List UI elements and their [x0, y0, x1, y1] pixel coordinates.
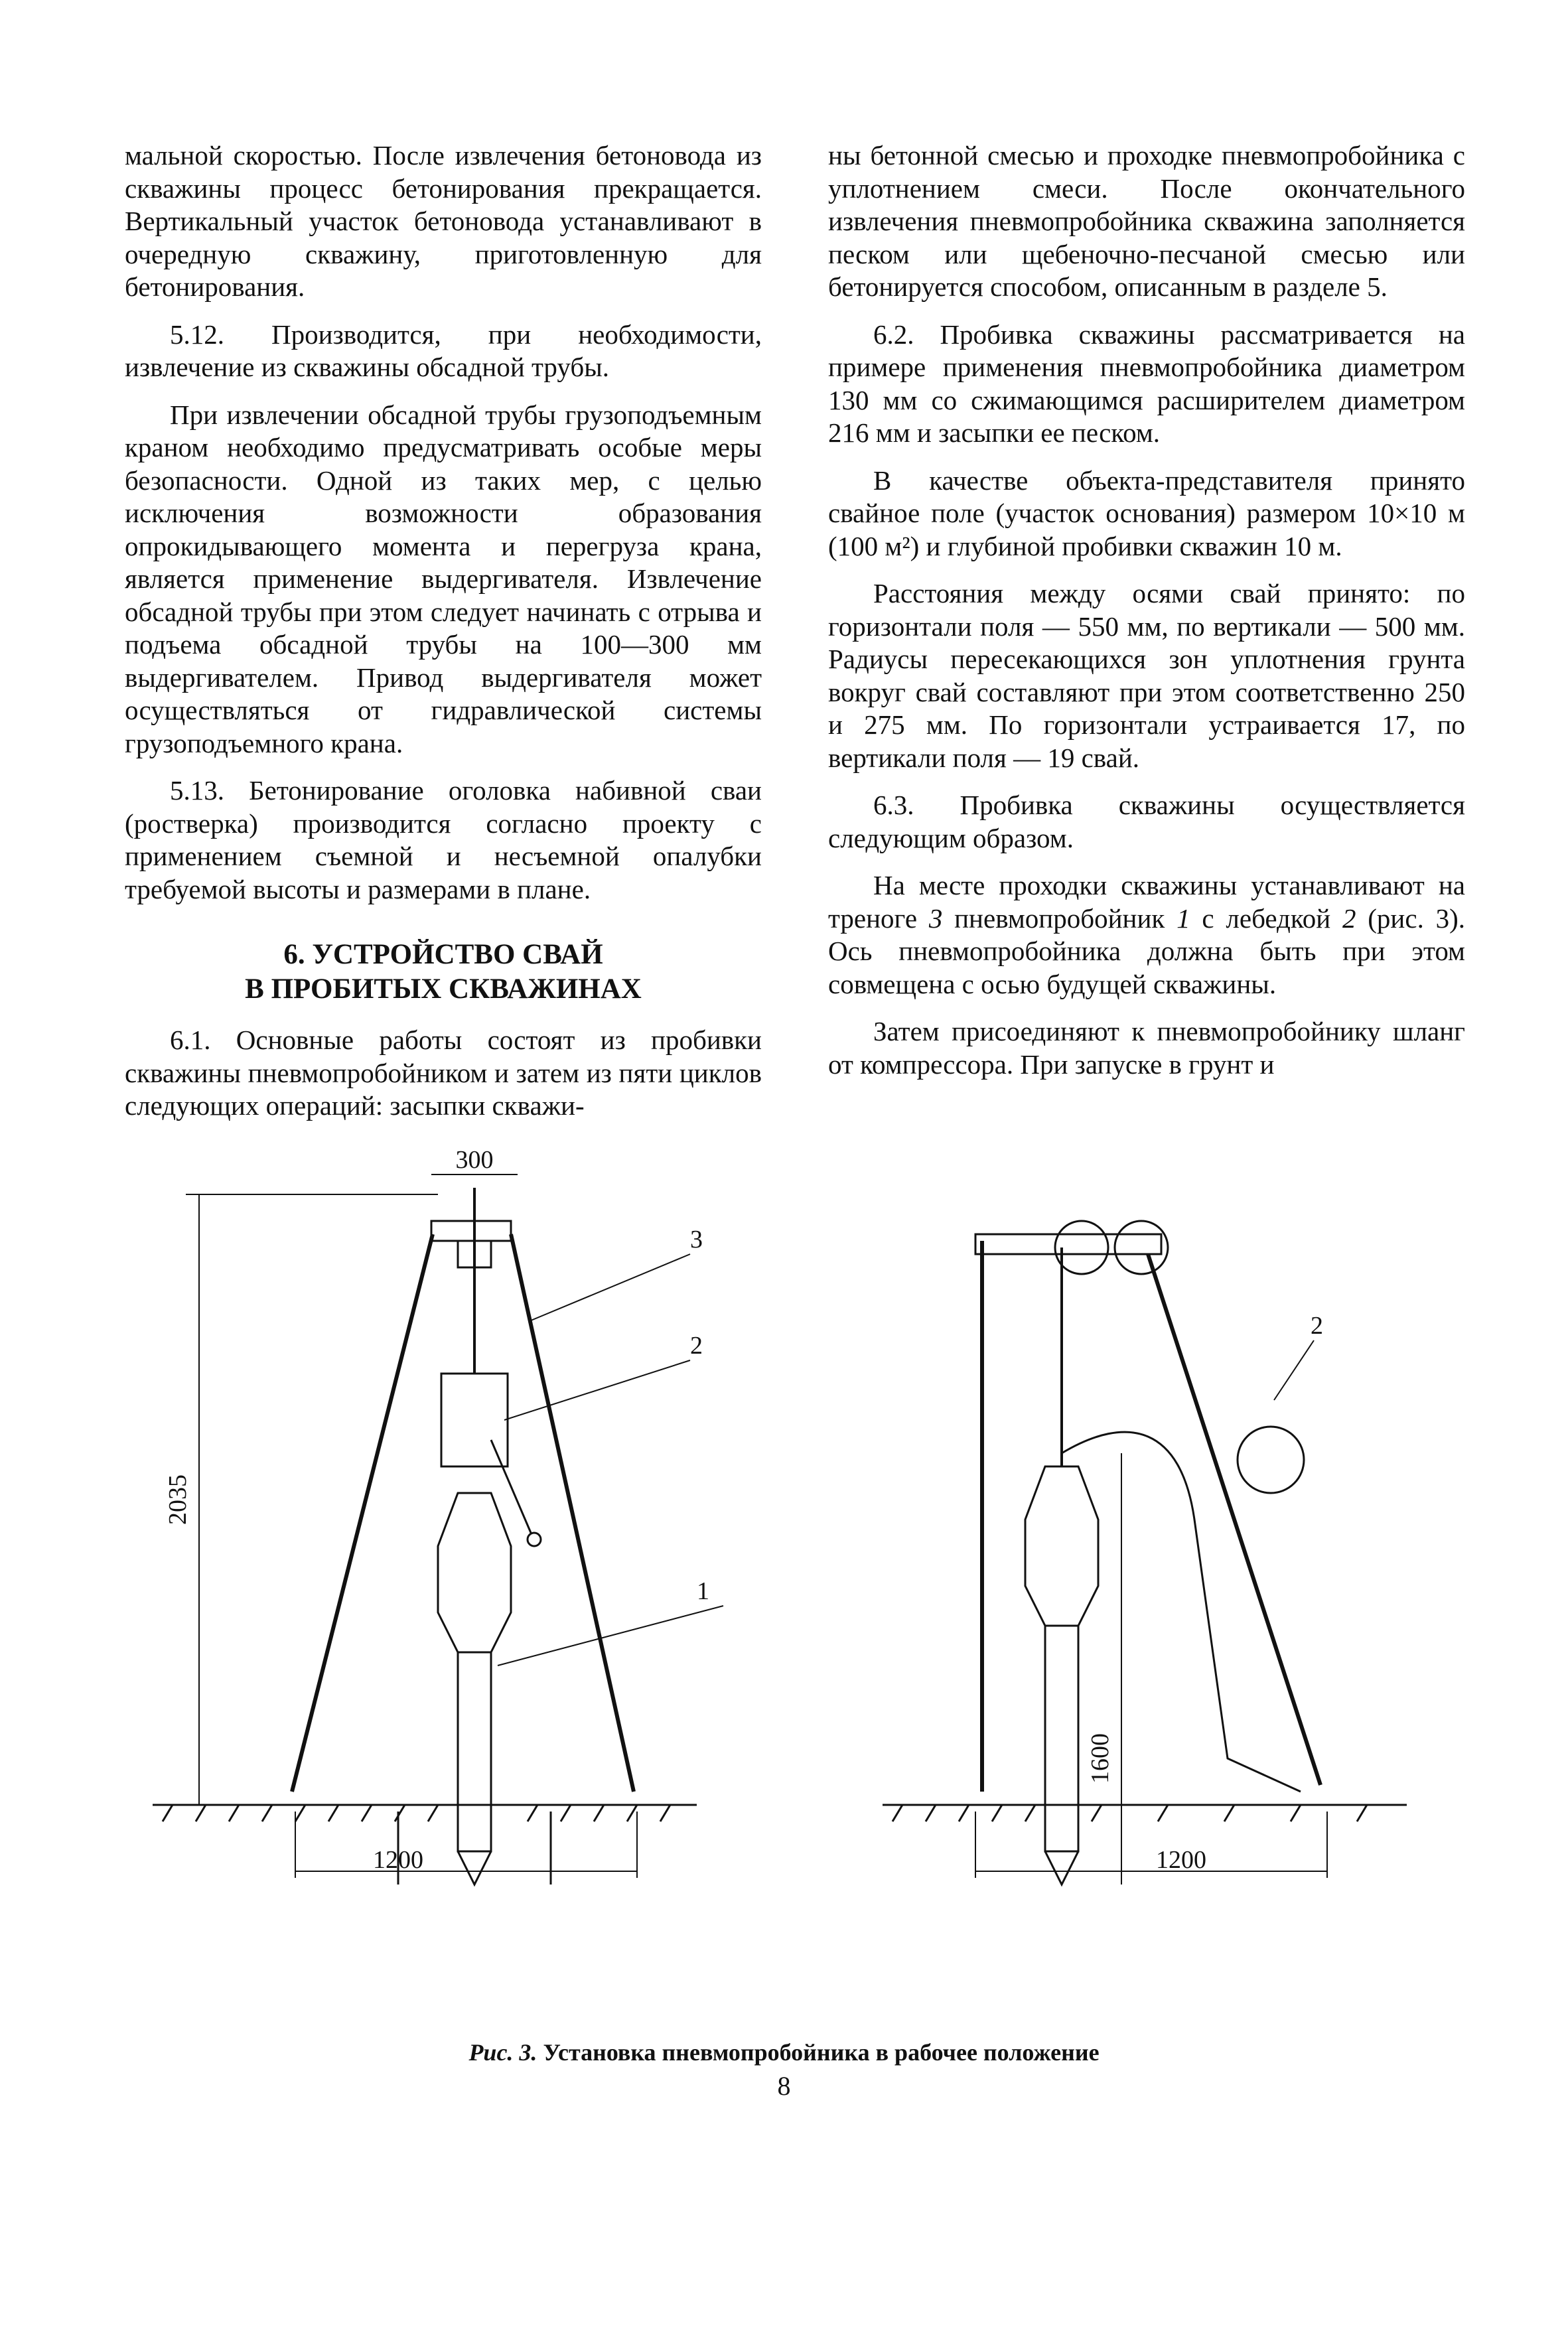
right-hammer-tip [1045, 1851, 1078, 1885]
left-dim-top-label: 300 [455, 1146, 494, 1174]
right-column [828, 139, 1465, 1096]
left-dim-height-label: 2035 [164, 1474, 192, 1525]
left-tripod-head [431, 1221, 511, 1241]
right-dim-bottom-label: 1200 [1156, 1846, 1206, 1874]
p6-text-d: (рис. 3). Ось пневмопробойника должна быть при этом совмещена с осью будущей скважины. [828, 902, 1466, 999]
left-paragraph-4: 5.13. Бетонирование оголовка набивной сваи (ростверка) производится согласно проекту с применением съемной и несъемной опалубки требуемой высоты и размерами в плане. [125, 775, 762, 904]
right-ground-hatch [892, 1805, 1367, 1821]
left-winch-handle [528, 1533, 541, 1546]
left-hammer-body [438, 1493, 511, 1652]
left-paragraph-5: 6.1. Основные работы состоят из пробивки скважины пневмопробойником и затем из пяти циклов следующих операций: засыпки скважи- [125, 1025, 762, 1121]
p6-ref-1: 1 [1176, 902, 1190, 934]
left-tripod-leg-right [511, 1234, 634, 1792]
left-callout-1: 1 [697, 1577, 709, 1605]
left-leader-2 [504, 1360, 690, 1420]
right-leader-2 [1274, 1340, 1314, 1400]
left-tripod-drawing [153, 1174, 723, 1885]
left-paragraph-2: 5.12. Производится, при необходимости, извлечение из скважины обсадной трубы. [125, 319, 762, 382]
section-heading [125, 938, 762, 1007]
figure-drawing [0, 1121, 1568, 2349]
left-ground-hatch [163, 1805, 670, 1821]
right-mast-boom [975, 1234, 1161, 1254]
left-callout-3: 3 [690, 1226, 703, 1253]
right-rig-drawing [883, 1221, 1407, 1885]
p6-ref-2: 2 [1342, 902, 1356, 934]
section-heading-line-1: 6. УСТРОЙСТВО СВАЙ [283, 939, 603, 970]
right-paragraph-3: В качестве объекта-представителя принято свайное поле (участок основания) размером 10×10 м (100 м²) и глубиной пробивки скважин 10 м. [828, 464, 1465, 561]
p6-text-a: На месте проходки скважины устанавливают на треноге [828, 870, 1465, 934]
right-mast-strut [1148, 1254, 1320, 1785]
left-hammer-tip [458, 1851, 491, 1885]
left-column [125, 139, 762, 1137]
left-callout-2: 2 [690, 1332, 703, 1360]
right-pulley-2 [1115, 1221, 1168, 1274]
right-paragraph-1: ны бетонной смесью и проходке пневмопробойника с уплотнением смеси. После окончательного извлечения пневмопробойника скважина заполняется песком или щебеночно-песчаной смесью или бетонируется способом, описанным в разделе 5. [828, 140, 1465, 302]
p6-text-c: с лебедкой [1190, 902, 1342, 934]
right-paragraph-6 [828, 869, 1465, 1001]
page-number: 8 [777, 2071, 791, 2101]
right-paragraph-2: 6.2. Пробивка скважины рассматривается на примере применения пневмопробойника диаметром 130 мм со сжимающимся расширителем диаметром 216 мм и засыпки ее песком. [828, 319, 1465, 448]
right-callout-2: 2 [1311, 1312, 1323, 1340]
figure-caption [0, 2038, 1568, 2066]
right-hammer-shaft [1045, 1626, 1078, 1851]
left-paragraph-1: мальной скоростью. После извлечения бетоновода из скважины процесс бетонирования прекращается. Вертикальный участок бетоновода устанавливают в очередную скважину, приготовленную для бетонирования. [125, 140, 762, 302]
figure-caption-text: Установка пневмопробойника в рабочее положение [537, 2039, 1100, 2066]
left-winch-crank [491, 1440, 531, 1533]
p6-text-b: пневмопробойник [942, 902, 1177, 934]
left-hammer-shaft [458, 1652, 491, 1851]
right-dim-height-label: 1600 [1086, 1733, 1114, 1784]
section-heading-line-2: В ПРОБИТЫХ СКВАЖИНАХ [245, 973, 642, 1005]
p6-ref-3: 3 [928, 902, 943, 934]
right-paragraph-4: Расстояния между осями свай принято: по горизонтали поля — 550 мм, по вертикали — 500 мм. Радиусы пересекающихся зон уплотнения грунта вокруг свай составляют при этом соответственно 250 и 275 мм. По горизонтали устраивается 17, по вертикали поля — 19 свай. [828, 578, 1465, 773]
left-leader-3 [531, 1254, 690, 1320]
figure-caption-number: Рис. 3. [468, 2039, 537, 2066]
right-paragraph-5: 6.3. Пробивка скважины осуществляется следующим образом. [828, 790, 1465, 853]
left-dim-bottom-label: 1200 [373, 1846, 423, 1874]
left-paragraph-3: При извлечении обсадной трубы грузоподъемным краном необходимо предусматривать особые меры безопасности. Одной из таких мер, с целью исключения возможности образования опрокидывающего момента и перегруза крана, является применение выдергивателя. Извлечение обсадной трубы при этом следует начинать с отрыва и подъема обсадной трубы на 100—300 мм выдергивателем. Привод выдергивателя может осуществляться от гидравлической системы грузоподъемного крана. [125, 399, 762, 758]
left-winch-frame [441, 1374, 508, 1466]
left-leader-1 [498, 1606, 723, 1666]
left-tripod-leg-left [292, 1234, 433, 1792]
right-hammer-body [1025, 1466, 1098, 1626]
right-paragraph-7: Затем присоединяют к пневмопробойнику шланг от компрессора. При запуске в грунт и [828, 1016, 1465, 1080]
right-winch-drum [1238, 1427, 1304, 1493]
